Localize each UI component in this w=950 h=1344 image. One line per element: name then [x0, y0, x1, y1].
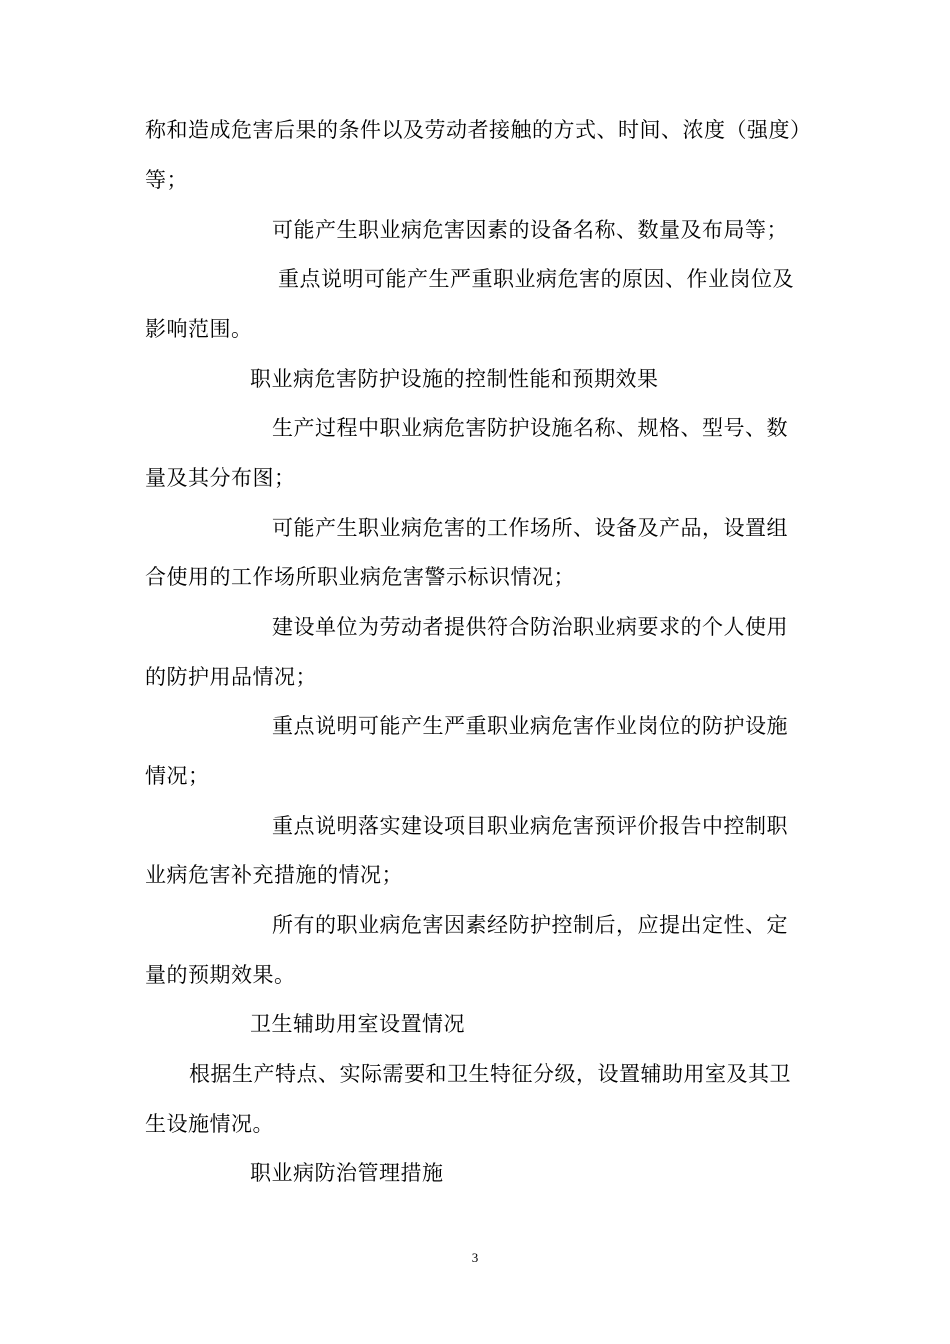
text-line: 建设单位为劳动者提供符合防治职业病要求的个人使用: [272, 615, 788, 639]
text-line: 等；: [145, 168, 188, 192]
text-line: 重点说明可能产生严重职业病危害的原因、作业岗位及: [278, 267, 794, 291]
text-line: 情况；: [145, 764, 210, 788]
text-line: 重点说明可能产生严重职业病危害作业岗位的防护设施: [272, 714, 788, 738]
section-heading: 职业病防治管理措施: [250, 1161, 444, 1185]
text-line: 重点说明落实建设项目职业病危害预评价报告中控制职: [272, 814, 788, 838]
section-heading: 职业病危害防护设施的控制性能和预期效果: [250, 367, 659, 391]
text-line: 合使用的工作场所职业病危害警示标识情况；: [145, 565, 575, 589]
text-line: 所有的职业病危害因素经防护控制后，应提出定性、定: [272, 913, 788, 937]
text-line: 根据生产特点、实际需要和卫生特征分级，设置辅助用室及其卫: [189, 1062, 791, 1086]
text-line: 业病危害补充措施的情况；: [145, 863, 403, 887]
text-line: 量及其分布图；: [145, 466, 296, 490]
text-line: 量的预期效果。: [145, 963, 296, 987]
section-heading: 卫生辅助用室设置情况: [250, 1012, 465, 1036]
page-number: 3: [471, 1250, 479, 1265]
text-line: 可能产生职业病危害因素的设备名称、数量及布局等；: [272, 218, 788, 242]
text-line: 可能产生职业病危害的工作场所、设备及产品，设置组: [272, 516, 788, 540]
text-line: 的防护用品情况；: [145, 665, 317, 689]
text-line: 生设施情况。: [145, 1112, 274, 1136]
text-line: 生产过程中职业病危害防护设施名称、规格、型号、数: [272, 416, 788, 440]
text-line: 影响范围。: [145, 317, 253, 341]
text-line: 称和造成危害后果的条件以及劳动者接触的方式、时间、浓度（强度）: [145, 118, 812, 142]
